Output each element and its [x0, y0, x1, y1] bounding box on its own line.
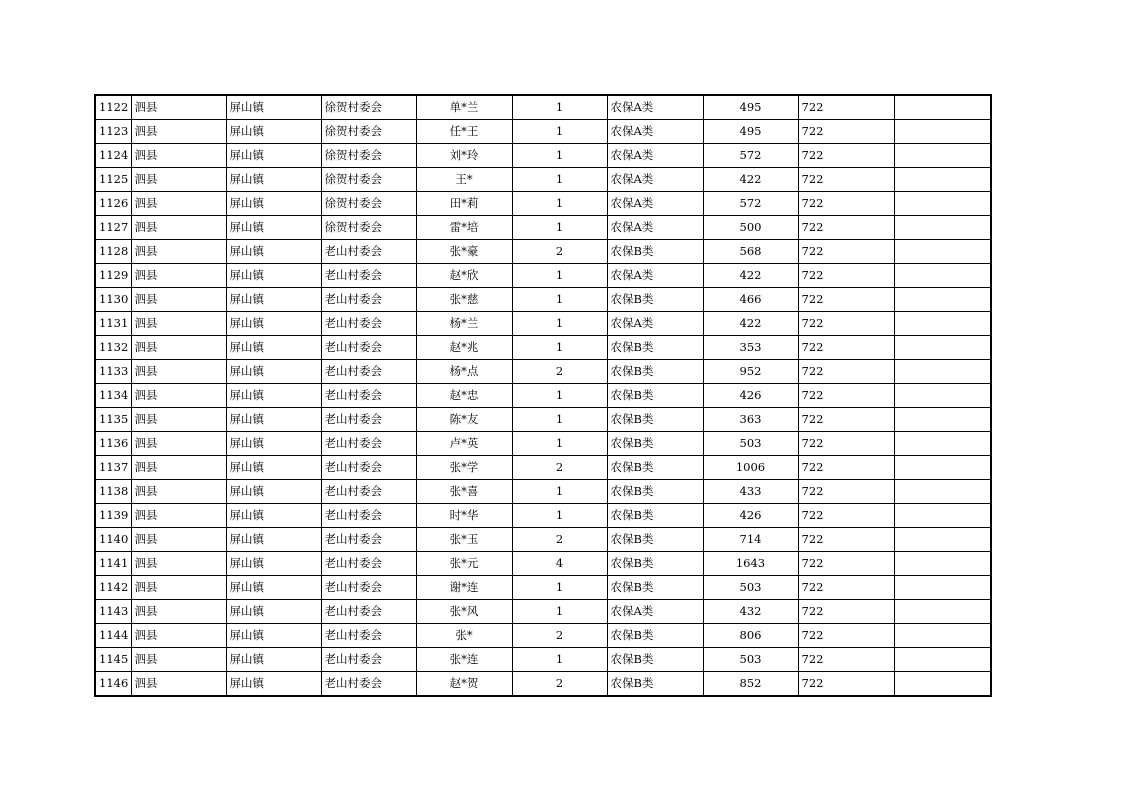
cell-amount: 422 [703, 312, 798, 336]
cell-county: 泗县 [131, 528, 226, 552]
cell-type: 农保B类 [607, 384, 703, 408]
cell-no: 1123 [95, 120, 131, 144]
cell-village: 老山村委会 [321, 408, 416, 432]
cell-note [894, 408, 991, 432]
cell-county: 泗县 [131, 168, 226, 192]
cell-type: 农保B类 [607, 456, 703, 480]
cell-count: 2 [512, 528, 607, 552]
cell-name: 王* [416, 168, 512, 192]
cell-type: 农保B类 [607, 408, 703, 432]
cell-no: 1127 [95, 216, 131, 240]
cell-count: 1 [512, 504, 607, 528]
cell-code: 722 [798, 552, 894, 576]
table-row [95, 576, 991, 600]
cell-code: 722 [798, 120, 894, 144]
cell-no: 1125 [95, 168, 131, 192]
cell-no: 1133 [95, 360, 131, 384]
cell-county: 泗县 [131, 312, 226, 336]
cell-town: 屏山镇 [226, 192, 321, 216]
cell-amount: 714 [703, 528, 798, 552]
cell-count: 1 [512, 168, 607, 192]
cell-count: 1 [512, 264, 607, 288]
cell-code: 722 [798, 360, 894, 384]
cell-village: 老山村委会 [321, 480, 416, 504]
cell-no: 1140 [95, 528, 131, 552]
cell-county: 泗县 [131, 216, 226, 240]
table-row [95, 312, 991, 336]
cell-village: 老山村委会 [321, 312, 416, 336]
cell-amount: 466 [703, 288, 798, 312]
cell-county: 泗县 [131, 624, 226, 648]
cell-village: 老山村委会 [321, 672, 416, 697]
cell-code: 722 [798, 336, 894, 360]
cell-amount: 952 [703, 360, 798, 384]
cell-count: 2 [512, 360, 607, 384]
cell-code: 722 [798, 144, 894, 168]
cell-type: 农保B类 [607, 432, 703, 456]
cell-count: 1 [512, 432, 607, 456]
cell-code: 722 [798, 480, 894, 504]
cell-type: 农保A类 [607, 168, 703, 192]
cell-county: 泗县 [131, 95, 226, 120]
cell-name: 赵*欣 [416, 264, 512, 288]
table-row [95, 360, 991, 384]
cell-town: 屏山镇 [226, 600, 321, 624]
cell-village: 老山村委会 [321, 504, 416, 528]
cell-town: 屏山镇 [226, 552, 321, 576]
cell-type: 农保B类 [607, 336, 703, 360]
cell-note [894, 504, 991, 528]
cell-note [894, 432, 991, 456]
cell-name: 张*元 [416, 552, 512, 576]
cell-no: 1143 [95, 600, 131, 624]
cell-village: 老山村委会 [321, 648, 416, 672]
cell-count: 1 [512, 336, 607, 360]
cell-no: 1134 [95, 384, 131, 408]
cell-note [894, 120, 991, 144]
cell-note [894, 336, 991, 360]
cell-amount: 426 [703, 384, 798, 408]
cell-amount: 432 [703, 600, 798, 624]
cell-town: 屏山镇 [226, 504, 321, 528]
cell-code: 722 [798, 504, 894, 528]
cell-no: 1136 [95, 432, 131, 456]
cell-count: 2 [512, 456, 607, 480]
cell-name: 雷*培 [416, 216, 512, 240]
cell-no: 1132 [95, 336, 131, 360]
cell-note [894, 384, 991, 408]
cell-county: 泗县 [131, 336, 226, 360]
cell-code: 722 [798, 624, 894, 648]
cell-count: 1 [512, 120, 607, 144]
cell-county: 泗县 [131, 408, 226, 432]
cell-no: 1139 [95, 504, 131, 528]
cell-note [894, 240, 991, 264]
cell-count: 1 [512, 192, 607, 216]
cell-code: 722 [798, 672, 894, 697]
cell-note [894, 360, 991, 384]
cell-note [894, 456, 991, 480]
cell-note [894, 192, 991, 216]
table-row [95, 432, 991, 456]
cell-count: 2 [512, 672, 607, 697]
cell-type: 农保A类 [607, 600, 703, 624]
table-row [95, 144, 991, 168]
cell-county: 泗县 [131, 456, 226, 480]
cell-type: 农保B类 [607, 552, 703, 576]
cell-code: 722 [798, 408, 894, 432]
cell-note [894, 264, 991, 288]
cell-count: 1 [512, 480, 607, 504]
document-page [94, 94, 992, 697]
cell-amount: 572 [703, 144, 798, 168]
cell-village: 老山村委会 [321, 336, 416, 360]
table-row [95, 240, 991, 264]
cell-name: 张* [416, 624, 512, 648]
cell-county: 泗县 [131, 120, 226, 144]
table-row [95, 600, 991, 624]
cell-code: 722 [798, 312, 894, 336]
cell-count: 1 [512, 95, 607, 120]
cell-name: 赵*贺 [416, 672, 512, 697]
cell-town: 屏山镇 [226, 432, 321, 456]
cell-no: 1128 [95, 240, 131, 264]
cell-name: 张*豪 [416, 240, 512, 264]
table-row [95, 216, 991, 240]
cell-note [894, 672, 991, 697]
cell-code: 722 [798, 648, 894, 672]
cell-note [894, 95, 991, 120]
table-row [95, 336, 991, 360]
cell-name: 张*学 [416, 456, 512, 480]
cell-amount: 568 [703, 240, 798, 264]
cell-code: 722 [798, 456, 894, 480]
cell-county: 泗县 [131, 432, 226, 456]
cell-no: 1145 [95, 648, 131, 672]
table-row [95, 648, 991, 672]
table-row [95, 552, 991, 576]
table-row [95, 504, 991, 528]
cell-code: 722 [798, 288, 894, 312]
cell-name: 时*华 [416, 504, 512, 528]
cell-village: 徐贺村委会 [321, 120, 416, 144]
table-row [95, 408, 991, 432]
cell-county: 泗县 [131, 192, 226, 216]
cell-no: 1144 [95, 624, 131, 648]
table-row [95, 264, 991, 288]
cell-town: 屏山镇 [226, 95, 321, 120]
cell-type: 农保A类 [607, 216, 703, 240]
cell-type: 农保B类 [607, 504, 703, 528]
cell-village: 徐贺村委会 [321, 144, 416, 168]
cell-count: 1 [512, 384, 607, 408]
cell-name: 任*王 [416, 120, 512, 144]
cell-note [894, 168, 991, 192]
cell-no: 1135 [95, 408, 131, 432]
cell-village: 老山村委会 [321, 432, 416, 456]
cell-code: 722 [798, 216, 894, 240]
cell-county: 泗县 [131, 600, 226, 624]
cell-village: 徐贺村委会 [321, 192, 416, 216]
cell-code: 722 [798, 528, 894, 552]
cell-no: 1124 [95, 144, 131, 168]
cell-town: 屏山镇 [226, 384, 321, 408]
cell-county: 泗县 [131, 576, 226, 600]
table-row [95, 480, 991, 504]
table-body [95, 95, 991, 696]
cell-type: 农保A类 [607, 264, 703, 288]
cell-town: 屏山镇 [226, 624, 321, 648]
cell-town: 屏山镇 [226, 456, 321, 480]
cell-note [894, 312, 991, 336]
cell-town: 屏山镇 [226, 576, 321, 600]
cell-note [894, 528, 991, 552]
cell-amount: 1643 [703, 552, 798, 576]
cell-town: 屏山镇 [226, 360, 321, 384]
cell-amount: 503 [703, 648, 798, 672]
cell-type: 农保B类 [607, 648, 703, 672]
records-table [94, 94, 992, 697]
table-row [95, 672, 991, 697]
cell-county: 泗县 [131, 360, 226, 384]
cell-count: 1 [512, 312, 607, 336]
cell-town: 屏山镇 [226, 528, 321, 552]
cell-type: 农保B类 [607, 672, 703, 697]
cell-type: 农保A类 [607, 312, 703, 336]
cell-town: 屏山镇 [226, 480, 321, 504]
cell-village: 老山村委会 [321, 576, 416, 600]
cell-type: 农保A类 [607, 144, 703, 168]
cell-amount: 852 [703, 672, 798, 697]
table-row [95, 95, 991, 120]
cell-village: 老山村委会 [321, 240, 416, 264]
cell-type: 农保B类 [607, 624, 703, 648]
cell-note [894, 216, 991, 240]
cell-county: 泗县 [131, 240, 226, 264]
cell-town: 屏山镇 [226, 144, 321, 168]
cell-type: 农保A类 [607, 192, 703, 216]
cell-type: 农保B类 [607, 576, 703, 600]
cell-amount: 422 [703, 168, 798, 192]
cell-no: 1146 [95, 672, 131, 697]
cell-count: 1 [512, 288, 607, 312]
cell-village: 徐贺村委会 [321, 216, 416, 240]
table-row [95, 120, 991, 144]
cell-name: 田*莉 [416, 192, 512, 216]
cell-county: 泗县 [131, 384, 226, 408]
cell-amount: 353 [703, 336, 798, 360]
cell-county: 泗县 [131, 480, 226, 504]
table-row [95, 624, 991, 648]
cell-name: 单*兰 [416, 95, 512, 120]
table-row [95, 528, 991, 552]
cell-county: 泗县 [131, 552, 226, 576]
cell-no: 1130 [95, 288, 131, 312]
cell-no: 1138 [95, 480, 131, 504]
cell-amount: 806 [703, 624, 798, 648]
cell-no: 1141 [95, 552, 131, 576]
cell-county: 泗县 [131, 648, 226, 672]
cell-county: 泗县 [131, 144, 226, 168]
cell-name: 赵*兆 [416, 336, 512, 360]
cell-note [894, 624, 991, 648]
cell-note [894, 576, 991, 600]
cell-count: 1 [512, 600, 607, 624]
cell-village: 老山村委会 [321, 360, 416, 384]
cell-no: 1131 [95, 312, 131, 336]
cell-amount: 495 [703, 95, 798, 120]
cell-count: 1 [512, 144, 607, 168]
cell-count: 4 [512, 552, 607, 576]
cell-county: 泗县 [131, 504, 226, 528]
cell-village: 老山村委会 [321, 384, 416, 408]
cell-code: 722 [798, 192, 894, 216]
table-row [95, 288, 991, 312]
cell-town: 屏山镇 [226, 408, 321, 432]
cell-county: 泗县 [131, 672, 226, 697]
cell-count: 1 [512, 408, 607, 432]
cell-note [894, 144, 991, 168]
cell-no: 1126 [95, 192, 131, 216]
cell-type: 农保B类 [607, 360, 703, 384]
cell-town: 屏山镇 [226, 264, 321, 288]
cell-code: 722 [798, 240, 894, 264]
cell-count: 1 [512, 576, 607, 600]
cell-village: 老山村委会 [321, 552, 416, 576]
cell-code: 722 [798, 576, 894, 600]
table-row [95, 168, 991, 192]
cell-type: 农保B类 [607, 528, 703, 552]
cell-town: 屏山镇 [226, 240, 321, 264]
cell-no: 1122 [95, 95, 131, 120]
cell-amount: 503 [703, 432, 798, 456]
cell-code: 722 [798, 432, 894, 456]
cell-type: 农保B类 [607, 288, 703, 312]
cell-name: 张*风 [416, 600, 512, 624]
cell-village: 老山村委会 [321, 288, 416, 312]
cell-code: 722 [798, 168, 894, 192]
cell-count: 1 [512, 216, 607, 240]
cell-type: 农保A类 [607, 95, 703, 120]
cell-town: 屏山镇 [226, 312, 321, 336]
cell-name: 卢*英 [416, 432, 512, 456]
table-row [95, 384, 991, 408]
cell-amount: 433 [703, 480, 798, 504]
cell-note [894, 648, 991, 672]
cell-name: 张*连 [416, 648, 512, 672]
cell-town: 屏山镇 [226, 120, 321, 144]
cell-type: 农保A类 [607, 120, 703, 144]
cell-name: 刘*玲 [416, 144, 512, 168]
cell-village: 老山村委会 [321, 264, 416, 288]
cell-code: 722 [798, 600, 894, 624]
cell-name: 张*慈 [416, 288, 512, 312]
table-row [95, 456, 991, 480]
cell-amount: 426 [703, 504, 798, 528]
cell-village: 老山村委会 [321, 600, 416, 624]
cell-county: 泗县 [131, 264, 226, 288]
cell-count: 1 [512, 648, 607, 672]
cell-type: 农保B类 [607, 240, 703, 264]
cell-town: 屏山镇 [226, 288, 321, 312]
cell-amount: 503 [703, 576, 798, 600]
cell-name: 杨*点 [416, 360, 512, 384]
cell-town: 屏山镇 [226, 216, 321, 240]
cell-no: 1129 [95, 264, 131, 288]
cell-village: 老山村委会 [321, 624, 416, 648]
cell-name: 杨*兰 [416, 312, 512, 336]
table-row [95, 192, 991, 216]
cell-note [894, 552, 991, 576]
cell-name: 张*玉 [416, 528, 512, 552]
cell-no: 1142 [95, 576, 131, 600]
cell-name: 张*喜 [416, 480, 512, 504]
cell-town: 屏山镇 [226, 672, 321, 697]
cell-type: 农保B类 [607, 480, 703, 504]
cell-town: 屏山镇 [226, 648, 321, 672]
cell-amount: 1006 [703, 456, 798, 480]
cell-code: 722 [798, 384, 894, 408]
cell-count: 2 [512, 624, 607, 648]
cell-amount: 572 [703, 192, 798, 216]
cell-amount: 363 [703, 408, 798, 432]
cell-county: 泗县 [131, 288, 226, 312]
cell-note [894, 288, 991, 312]
cell-note [894, 480, 991, 504]
cell-name: 谢*连 [416, 576, 512, 600]
cell-village: 老山村委会 [321, 528, 416, 552]
cell-count: 2 [512, 240, 607, 264]
cell-village: 老山村委会 [321, 456, 416, 480]
cell-note [894, 600, 991, 624]
cell-name: 赵*忠 [416, 384, 512, 408]
cell-town: 屏山镇 [226, 336, 321, 360]
cell-code: 722 [798, 95, 894, 120]
cell-name: 陈*友 [416, 408, 512, 432]
cell-code: 722 [798, 264, 894, 288]
cell-no: 1137 [95, 456, 131, 480]
cell-village: 徐贺村委会 [321, 168, 416, 192]
cell-village: 徐贺村委会 [321, 95, 416, 120]
cell-amount: 500 [703, 216, 798, 240]
cell-town: 屏山镇 [226, 168, 321, 192]
cell-amount: 495 [703, 120, 798, 144]
cell-amount: 422 [703, 264, 798, 288]
